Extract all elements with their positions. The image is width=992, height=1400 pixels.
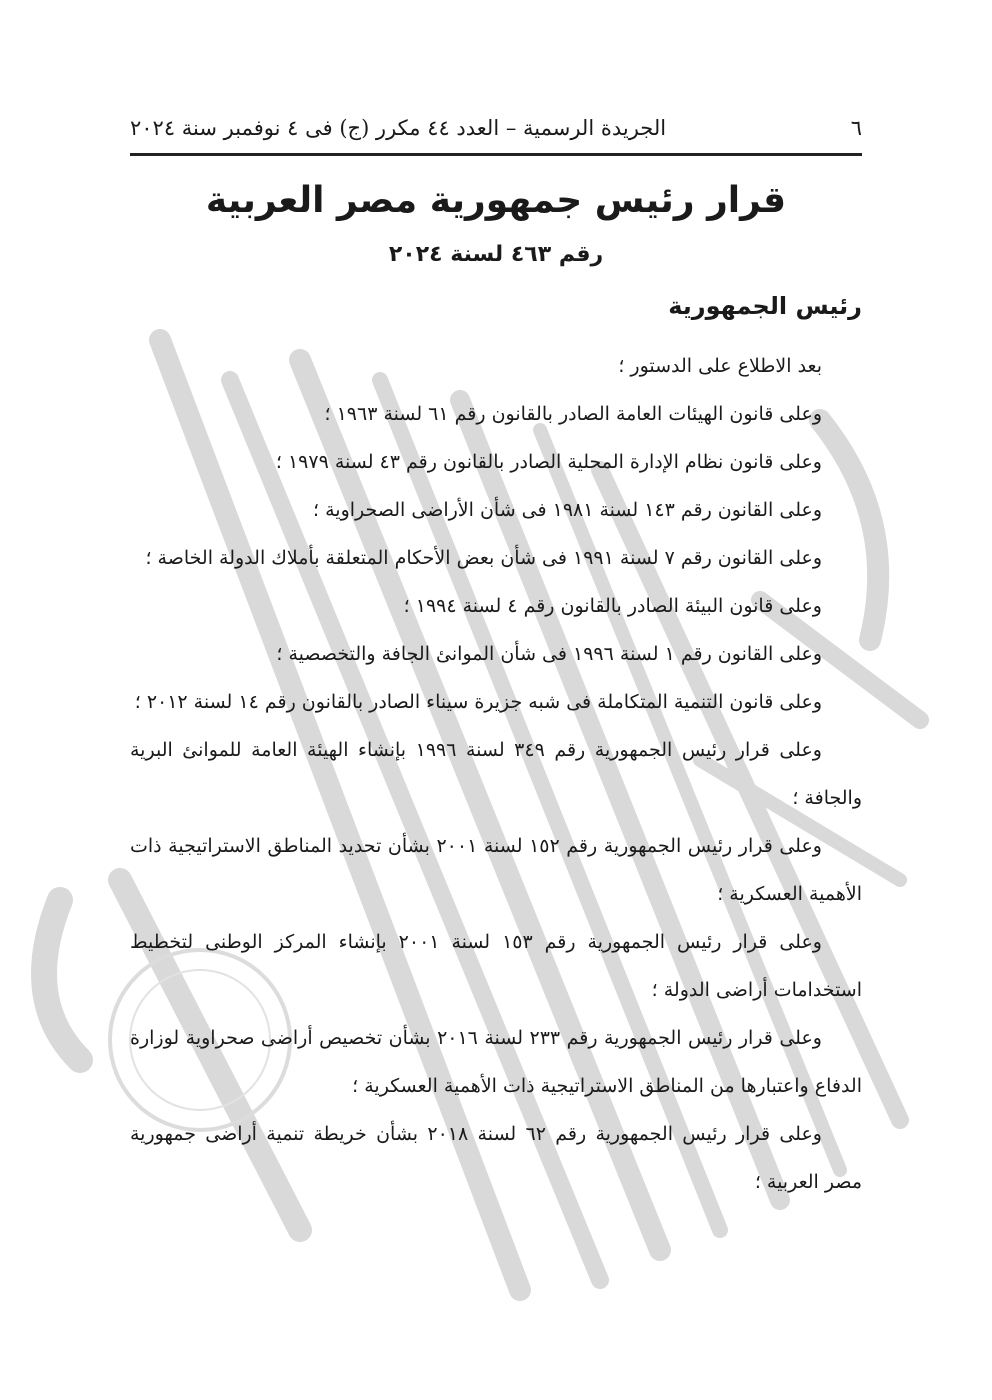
preamble-line: وعلى قانون الهيئات العامة الصادر بالقانون رقم ٦١ لسنة ١٩٦٣ ؛	[324, 403, 822, 425]
preamble-line: وعلى قرار رئيس الجمهورية رقم ٣٤٩ لسنة ١٩٩٦ بإنشاء الهيئة العامة للموانئ البرية والجافة ؛	[130, 739, 862, 809]
issuer-heading: رئيس الجمهورية	[668, 292, 862, 320]
preamble	[130, 342, 862, 1206]
preamble-line: وعلى القانون رقم ١٤٣ لسنة ١٩٨١ فى شأن الأراضى الصحراوية ؛	[313, 499, 822, 521]
gazette-issue-info: الجريدة الرسمية – العدد ٤٤ مكرر (ج) فى ٤ نوفمبر سنة ٢٠٢٤	[130, 116, 667, 140]
page-header	[130, 108, 862, 148]
header-divider	[130, 153, 862, 156]
decree-number: رقم ٤٦٣ لسنة ٢٠٢٤	[388, 242, 604, 267]
preamble-line: وعلى قانون التنمية المتكاملة فى شبه جزيرة سيناء الصادر بالقانون رقم ١٤ لسنة ٢٠١٢ ؛	[134, 691, 822, 713]
preamble-line: وعلى قرار رئيس الجمهورية رقم ١٥٢ لسنة ٢٠٠١ بشأن تحديد المناطق الاستراتيجية ذات الأهمية العسكرية ؛	[130, 835, 862, 905]
preamble-line: وعلى قرار رئيس الجمهورية رقم ٦٢ لسنة ٢٠١٨ بشأن خريطة تنمية أراضى جمهورية مصر العربية ؛	[130, 1123, 862, 1193]
preamble-line: وعلى قرار رئيس الجمهورية رقم ٢٣٣ لسنة ٢٠١٦ بشأن تخصيص أراضى صحراوية لوزارة الدفاع واعتبارها من المناطق الاستراتيجية ذات الأهمية العسكرية ؛	[130, 1027, 862, 1097]
preamble-line: وعلى قانون نظام الإدارة المحلية الصادر بالقانون رقم ٤٣ لسنة ١٩٧٩ ؛	[275, 451, 822, 473]
preamble-line: بعد الاطلاع على الدستور ؛	[618, 355, 822, 377]
preamble-line: وعلى القانون رقم ١ لسنة ١٩٩٦ فى شأن الموانئ الجافة والتخصصية ؛	[276, 643, 822, 665]
decree-title: قرار رئيس جمهورية مصر العربية	[205, 180, 787, 221]
preamble-line: وعلى القانون رقم ٧ لسنة ١٩٩١ فى شأن بعض الأحكام المتعلقة بأملاك الدولة الخاصة ؛	[145, 547, 822, 569]
page-number: ٦	[850, 116, 862, 140]
preamble-line: وعلى قرار رئيس الجمهورية رقم ١٥٣ لسنة ٢٠٠١ بإنشاء المركز الوطنى لتخطيط استخدامات أراضى الدولة ؛	[130, 931, 862, 1001]
preamble-line: وعلى قانون البيئة الصادر بالقانون رقم ٤ لسنة ١٩٩٤ ؛	[403, 595, 822, 617]
